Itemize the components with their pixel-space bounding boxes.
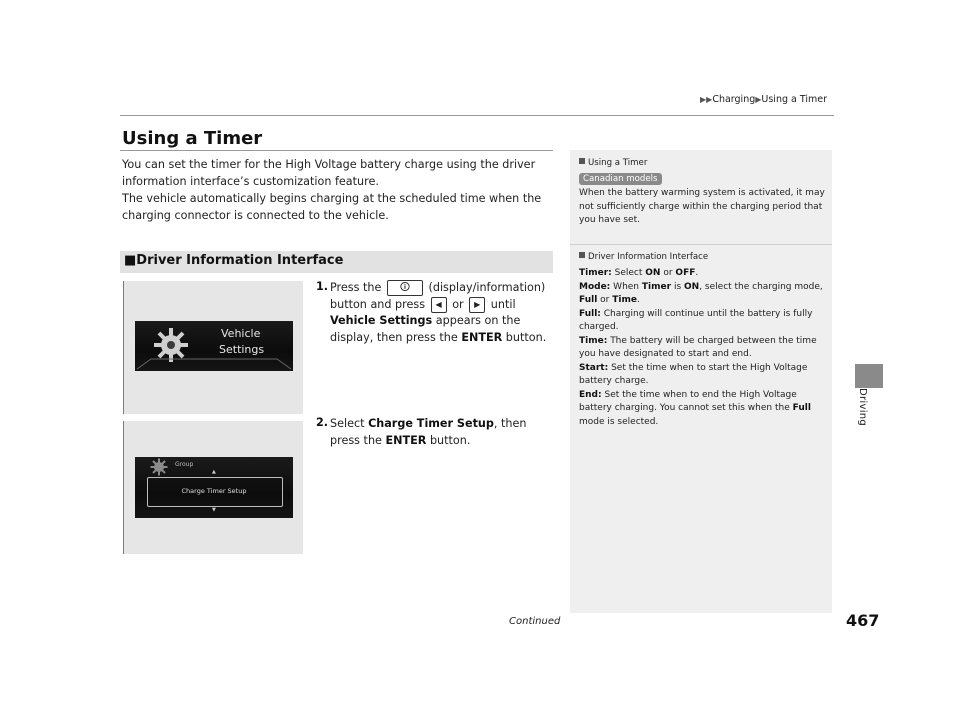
note-marker-icon	[579, 252, 585, 258]
definition-label: Start:	[579, 362, 609, 373]
display-frame-lines	[135, 321, 293, 371]
gear-icon	[149, 457, 169, 477]
definition-item	[579, 281, 829, 308]
note-marker-icon	[579, 158, 585, 164]
display-group-label: Group	[175, 461, 194, 468]
definition-term: Full	[792, 403, 811, 413]
step-2-text	[330, 416, 554, 449]
definition-label: Timer:	[579, 268, 612, 278]
definition-label: End:	[579, 389, 602, 400]
breadcrumb-arrow-icon: ▶▶	[700, 95, 713, 104]
note-heading-text: Using a Timer	[588, 158, 648, 168]
breadcrumb-item[interactable]: Charging	[712, 94, 756, 105]
step-term: ENTER	[461, 330, 503, 344]
display-text-line1: Vehicle	[221, 327, 261, 340]
panel-edge	[123, 281, 124, 414]
definition-text: .	[695, 268, 699, 278]
intro-paragraph: You can set the timer for the High Voltage battery charge using the driver information interface’s customization feature.	[122, 158, 536, 188]
definition-term: Full	[579, 295, 598, 305]
step-term: Vehicle Settings	[330, 314, 433, 327]
step-text: or	[452, 297, 464, 311]
breadcrumb-arrow-icon: ▶	[755, 95, 762, 104]
side-tab-label: Driving	[857, 388, 868, 427]
section-title-text: Driver Information Interface	[136, 253, 344, 268]
note-heading-text: Driver Information Interface	[588, 252, 709, 262]
arrow-up-icon: ▲	[212, 469, 216, 475]
breadcrumb	[700, 94, 827, 105]
step-text: Press the	[330, 281, 382, 294]
title-rule	[120, 150, 553, 151]
panel-edge	[123, 421, 124, 554]
step-text: button.	[429, 433, 471, 447]
note-body: When the battery warming system is activated, it may not sufficiently charge within the charging period that you have set.	[579, 188, 825, 225]
display-screen	[135, 457, 293, 518]
note-divider	[570, 244, 832, 245]
screen-image-charge-timer	[123, 421, 303, 554]
display-text-line2: Settings	[219, 343, 265, 356]
step-text: button.	[505, 330, 547, 344]
definition-term: Timer	[641, 281, 672, 292]
info-button-icon: 🛈	[387, 280, 423, 296]
step-text: until	[490, 297, 516, 311]
definition-term: ON	[645, 268, 661, 278]
step-text: (display/information) button and press	[330, 281, 546, 311]
arrow-down-icon: ▼	[212, 507, 216, 513]
definition-text: Set the time when to start the High Voltage battery charge.	[579, 362, 808, 386]
note-heading	[579, 252, 708, 262]
definition-text: or	[600, 295, 610, 305]
definition-text: Set the time when to end the High Voltage battery charging. You cannot set this when the	[579, 389, 797, 413]
header-rule	[120, 115, 834, 116]
screen-image-vehicle-settings	[123, 281, 303, 414]
display-screen	[135, 321, 293, 371]
section-title	[124, 253, 343, 268]
definition-term: OFF	[675, 268, 696, 278]
side-tab[interactable]	[855, 364, 883, 388]
definition-label: Full:	[579, 308, 601, 319]
note-heading	[579, 158, 647, 168]
step-text: appears on the display, then press the	[330, 314, 521, 344]
intro-text	[122, 156, 562, 224]
definition-text: mode is selected.	[579, 416, 659, 427]
right-arrow-button-icon: ▶	[469, 297, 485, 313]
definition-text: , select the charging mode,	[699, 281, 823, 292]
step-1-text	[330, 280, 554, 346]
definition-text: Charging will continue until the battery is fully charged.	[579, 308, 813, 332]
definition-item	[579, 362, 829, 389]
step-number: 2.	[316, 416, 329, 429]
definition-text: is	[673, 281, 682, 292]
section-marker-icon: ■	[124, 253, 137, 268]
definition-text: When	[613, 281, 640, 292]
definition-text: or	[663, 268, 673, 278]
definition-item	[579, 389, 829, 430]
definition-text: .	[636, 295, 640, 305]
definition-label: Time:	[579, 335, 608, 346]
step-text: Select	[330, 417, 365, 430]
definition-item	[579, 267, 829, 281]
step-text: , then press the	[330, 417, 527, 447]
definition-label: Mode:	[579, 281, 611, 292]
left-arrow-button-icon: ◀	[431, 297, 447, 313]
definition-text: Select	[614, 268, 643, 278]
page-number: 467	[846, 611, 880, 630]
breadcrumb-item[interactable]: Using a Timer	[761, 94, 828, 105]
continued-label: Continued	[509, 616, 561, 627]
definition-term: ON	[684, 281, 700, 292]
definition-item	[579, 335, 829, 362]
definition-term: Time	[612, 295, 637, 305]
definition-item	[579, 308, 829, 335]
intro-paragraph: The vehicle automatically begins charging at the scheduled time when the charging connector is connected to the vehicle.	[122, 192, 542, 222]
definition-text: The battery will be charged between the time you have designated to start and end.	[579, 335, 817, 359]
step-term: Charge Timer Setup	[368, 417, 494, 430]
model-badge: Canadian models	[579, 173, 662, 185]
step-term: ENTER	[385, 433, 427, 447]
note-definitions	[579, 267, 829, 429]
page-title: Using a Timer	[122, 128, 263, 149]
step-number: 1.	[316, 280, 329, 293]
display-selected-item: Charge Timer Setup	[181, 487, 247, 495]
